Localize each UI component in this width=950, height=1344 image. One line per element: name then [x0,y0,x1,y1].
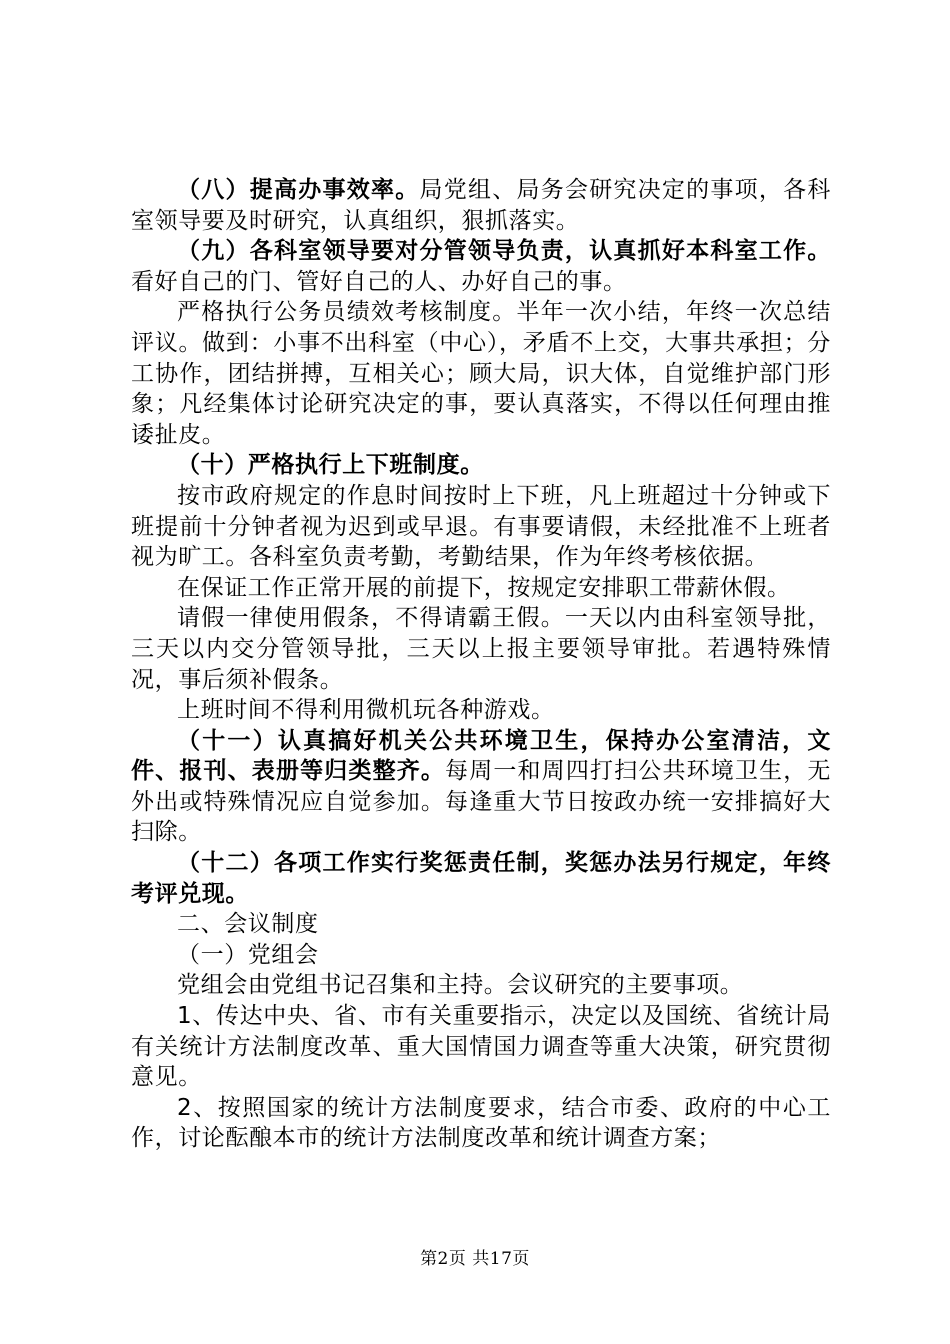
heading-10: （十）严格执行上下班制度。 [177,452,484,479]
paragraph-11 [131,726,831,848]
paragraph-meeting-intro: 党组会由党组书记召集和主持。会议研究的主要事项。 [177,972,744,999]
section-meeting-system: 二、会议制度 [177,911,319,938]
document-body [131,175,831,1154]
paragraph-leave-request: 请假一律使用假条，不得请霸王假。一天以内由科室领导批，三天以内交分管领导批，三天以上报主要领导审批。若遇特殊情况，事后须补假条。 [131,605,831,693]
subsection-party-group-meeting: （一）党组会 [177,941,319,968]
list-item-1: 1、传达中央、省、市有关重要指示，决定以及国统、省统计局有关统计方法制度改革、重大国情国力调查等重大决策，研究贯彻意见。 [131,1003,831,1091]
paragraph-no-games: 上班时间不得利用微机玩各种游戏。 [177,697,555,724]
paragraph-performance: 严格执行公务员绩效考核制度。半年一次小结，年终一次总结评议。做到：小事不出科室（中心），矛盾不上交，大事共承担；分工协作，团结拼搏，互相关心；顾大局，识大体，自觉维护部门形象；凡经集体讨论研究决定的事，要认真落实，不得以任何理由推诿扯皮。 [131,299,831,448]
heading-11: （十一）认真搞好机关公共环境卫生，保持办公室清洁，文件、报刊、表册等归类整齐。 [131,727,831,785]
paragraph-attendance: 按市政府规定的作息时间按时上下班，凡上班超过十分钟或下班提前十分钟者视为迟到或早退。有事要请假，未经批准不上班者视为旷工。各科室负责考勤，考勤结果，作为年终考核依据。 [131,482,831,571]
paragraph-11-text: 每周一和周四打扫公共环境卫生，无外出或特殊情况应自觉参加。每逢重大节日按政办统一安排搞好大扫除。 [131,758,831,846]
paragraph-paid-leave: 在保证工作正常开展的前提下，按规定安排职工带薪休假。 [177,574,791,601]
heading-12: （十二）各项工作实行奖惩责任制，奖惩办法另行规定，年终考评兑现。 [131,850,831,907]
paragraph-9-text: 看好自己的门、管好自己的人、办好自己的事。 [131,268,627,295]
paragraph-9 [131,236,831,297]
paragraph-8-text: 局党组、局务会研究决定的事项，各科室领导要及时研究，认真组织，狠抓落实。 [131,177,832,234]
heading-8: （八）提高办事效率。 [177,177,420,203]
paragraph-8 [131,175,831,236]
page-number-footer: 第2页 共17页 [420,1249,530,1269]
list-item-2: 2、按照国家的统计方法制度要求，结合市委、政府的中心工作，讨论酝酿本市的统计方法制度改革和统计调查方案； [131,1094,831,1152]
heading-9: （九）各科室领导要对分管领导负责，认真抓好本科室工作。 [177,238,831,265]
